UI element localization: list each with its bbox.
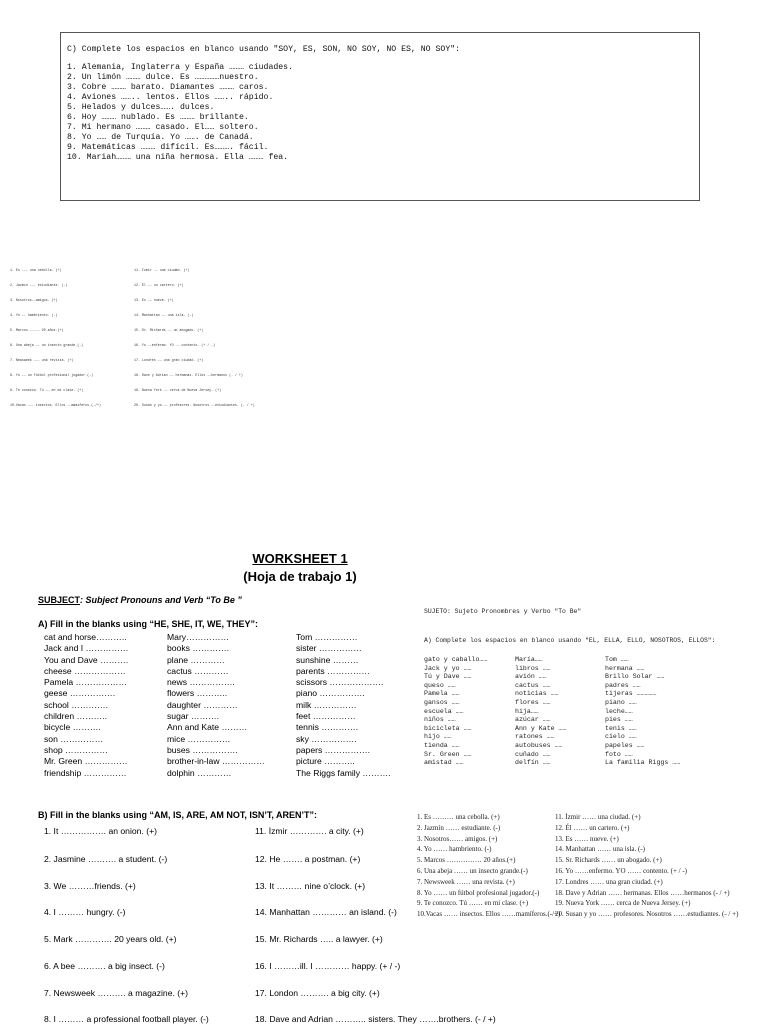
spanish-item: cuñado …… <box>515 750 551 758</box>
section-a-heading: A) Fill in the blanks using “HE, SHE, IT, WE, THEY”: <box>38 619 259 629</box>
exercise-item: papers ……………. <box>296 744 371 755</box>
spanish-item: María…… <box>515 656 543 663</box>
subject-label: SUBJECT <box>38 595 81 605</box>
exercise-item: flowers ……….. <box>167 688 228 699</box>
section-b-heading: B) Fill in the blanks using “AM, IS, ARE, AM NOT, ISN’T, AREN’T”: <box>38 810 318 820</box>
exercise-b-item: 17. London ………. a big city. (+) <box>255 988 380 998</box>
subject-text: : Subject Pronouns and Verb “To Be ” <box>80 595 242 605</box>
spanish-b-item: 14. Manhattan …… una isla. (-) <box>555 845 646 854</box>
thumbnail-line: 12. Él …… un cartero. (+) <box>134 283 184 287</box>
thumbnail-line: 16. Yo ……enfermo. YO …… contento. (+ / -) <box>134 343 216 347</box>
exercise-item: Mr. Green …………… <box>44 756 128 767</box>
exercise-item: scissors ………………. <box>296 677 384 688</box>
exercise-b-item: 5. Mark …………. 20 years old. (+) <box>44 934 177 944</box>
spanish-item: queso …… <box>424 681 456 689</box>
spanish-item: leche…… <box>605 707 633 715</box>
spanish-b-item: 6. Una abeja …… un insecto grande.(-) <box>417 866 528 875</box>
exercise-b-item: 6. A bee ………. a big insect. (-) <box>44 961 165 971</box>
exercise-item: tennis …………. <box>296 722 359 733</box>
exercise-b-item: 2. Jasmine ………. a student. (-) <box>44 854 168 864</box>
spanish-item: Brillo Solar …… <box>605 673 665 681</box>
exercise-item: piano ……………. <box>296 688 365 699</box>
spanish-item: libros …… <box>515 664 551 672</box>
exercise-c-line: 3. Cobre ……… barato. Diamantes ……… caros. <box>67 83 269 92</box>
exercise-c-heading: C) Complete los espacios en blanco usando "SOY, ES, SON, NO SOY, NO ES, NO SOY": <box>67 45 461 54</box>
spanish-b-item: 17. Londres …… una gran ciudad. (+) <box>555 877 663 886</box>
exercise-item: Mary…………… <box>167 632 230 642</box>
exercise-item: plane ………… <box>167 654 225 665</box>
thumbnail-left-column <box>10 258 101 418</box>
exercise-item: cat and horse……….. <box>44 632 127 642</box>
exercise-b-item: 14. Manhattan ………… an island. (-) <box>255 907 397 917</box>
spanish-item: hijo …… <box>424 733 452 741</box>
thumbnail-line: 2. Jazmín ……… estudiante. (-) <box>10 283 68 287</box>
exercise-b-item: 16. I ………ill. I ………… happy. (+ / -) <box>255 961 401 971</box>
exercise-c-box <box>60 32 700 201</box>
thumbnail-line: 7. Newsweek ……… una revista. (+) <box>10 358 74 362</box>
spanish-item: noticias …… <box>515 690 559 698</box>
spanish-b-item: 20. Susan y yo …… profesores. Nosotros ……estudiantes. (- / +) <box>555 910 739 919</box>
spanish-item: foto …… <box>605 750 633 758</box>
exercise-item: dolphin ………… <box>167 767 232 778</box>
exercise-c-line: 7. Mi hermano ……… casado. El…… soltero. <box>67 123 259 132</box>
exercise-b-item: 12. He ……. a postman. (+) <box>255 854 361 864</box>
spanish-item: tienda …… <box>424 741 460 749</box>
spanish-b-item: 3. Nosotros…… amigos. (+) <box>417 834 498 843</box>
spanish-b-right-column <box>555 812 738 920</box>
spanish-b-item: 18. Dave y Adrian …… hermanas. Ellos ……hermanos (- / +) <box>555 888 730 897</box>
subject-line <box>38 595 242 605</box>
spanish-b-item: 9. Te conozco. Tú …… en mi clase. (+) <box>417 899 529 908</box>
spanish-item: cactus …… <box>515 681 551 689</box>
exercise-b-item: 18. Dave and Adrian ……….. sisters. They …….brothers. (- / +) <box>255 1014 496 1024</box>
spanish-item: niños …… <box>424 716 456 724</box>
exercise-c-line: 9. Matemáticas ……… difícil. Es………. fácil. <box>67 143 269 152</box>
spanish-b-left-column <box>417 812 560 920</box>
worksheet-subtitle: (Hoja de trabajo 1) <box>243 569 357 584</box>
spanish-b-item: 19. Nueva York …… cerca de Nueva Jersey. (+) <box>555 899 691 908</box>
spanish-item: autobuses …… <box>515 741 563 749</box>
spanish-b-item: 15. Sr. Richards …… un abogado. (+) <box>555 856 662 865</box>
thumbnail-line: 13. Es …… nueve. (+) <box>134 298 174 302</box>
spanish-item: flores …… <box>515 698 551 706</box>
spanish-item: Sr. Green …… <box>424 750 472 758</box>
exercise-c-line: 8. Yo …… de Turquía. Yo ……. de Canadá. <box>67 133 254 142</box>
thumbnail-line: 8. Yo …… un fútbol profesional jugador.(-) <box>10 373 94 377</box>
spanish-item: amistad …… <box>424 759 464 767</box>
thumbnail-line: 4. Yo …… hambriento. (-) <box>10 313 58 317</box>
spanish-a-column-2 <box>515 656 566 768</box>
spanish-b-item: 4. Yo …… hambriento. (-) <box>417 845 492 854</box>
exercise-item: Pamela ……………… <box>44 677 128 688</box>
exercise-item: news ……………. <box>167 677 235 688</box>
exercise-item: cactus ………… <box>167 665 229 676</box>
spanish-item: delfín …… <box>515 759 551 767</box>
exercise-c-line: 2. Un limón ……… dulce. Es ……………nuestro. <box>67 73 259 82</box>
exercise-item: son …………… <box>44 733 104 744</box>
section-a-column-2 <box>167 632 265 779</box>
exercise-b-item: 8. I ……… a professional football player. (-) <box>44 1014 209 1024</box>
exercise-item: geese ……………. <box>44 688 116 699</box>
spanish-item: tijeras …………… <box>605 690 657 698</box>
thumbnail-line: 9. Te conozco. Tú …… en mi clase. (+) <box>10 388 84 392</box>
exercise-item: friendship …………… <box>44 767 127 778</box>
thumbnail-line: 15. Sr. Richards …… un abogado. (+) <box>134 328 204 332</box>
thumbnail-line: 10.Vacas ……… insectos. Ellos ……mamíferos.(-/+) <box>10 403 102 407</box>
exercise-item: school …………. <box>44 699 108 710</box>
exercise-item: sister …………… <box>296 643 362 654</box>
thumbnail-line: 20. Susan y yo …… profesores. Nosotros ……estudiantes. (- / +) <box>134 403 255 407</box>
spanish-a-column-3 <box>605 656 680 768</box>
thumbnail-line: 6. Una abeja …… un insecto grande.(-) <box>10 343 84 347</box>
thumbnail-line: 1. Es ……… una cebolla. (+) <box>10 268 62 272</box>
spanish-item: La familia Riggs …… <box>605 759 681 767</box>
spanish-item: Ann y Kate …… <box>515 724 567 732</box>
exercise-item: parents …………… <box>296 665 371 676</box>
section-a-column-3 <box>296 632 391 779</box>
spanish-item: piano …… <box>605 698 637 706</box>
spanish-b-item: 7. Newsweek …… una revista. (+) <box>417 877 515 886</box>
spanish-item: Tom …… <box>605 656 629 663</box>
exercise-item: cheese ……………… <box>44 665 126 676</box>
spanish-item: papeles …… <box>605 741 645 749</box>
exercise-item: sugar ………. <box>167 711 220 722</box>
thumbnail-preview <box>10 258 310 407</box>
exercise-item: mice …………… <box>167 733 231 744</box>
exercise-item: buses ……………. <box>167 744 238 755</box>
section-a-column-1 <box>44 632 129 779</box>
spanish-item: hija…… <box>515 707 539 715</box>
exercise-b-item: 13. It ……… nine o’clock. (+) <box>255 881 366 891</box>
thumbnail-line: 11. İzmir …… una ciudad. (+) <box>134 268 190 272</box>
thumbnail-line: 17. Londres …… una gran ciudad. (+) <box>134 358 204 362</box>
exercise-c-line: 10. Mariah……… una niña hermosa. Ella ……… fea. <box>67 153 289 162</box>
exercise-item: The Riggs family ………. <box>296 767 391 778</box>
spanish-item: ratones …… <box>515 733 555 741</box>
spanish-section-a-heading: A) Complete los espacios en blanco usando "EL, ELLA, ELLO, NOSOTROS, ELLOS": <box>424 637 716 644</box>
exercise-item: daughter ………… <box>167 699 238 710</box>
exercise-b-item: 4. I ……… hungry. (-) <box>44 907 126 917</box>
spanish-b-item: 8. Yo …… un fútbol profesional jugador.(-) <box>417 888 540 897</box>
exercise-item: sky ……………. <box>296 733 357 744</box>
exercise-b-item: 15. Mr. Richards ….. a lawyer. (+) <box>255 934 383 944</box>
exercise-item: Jack and I …………… <box>44 643 129 654</box>
exercise-b-item: 11. İzmir …………. a city. (+) <box>255 826 364 836</box>
spanish-item: pies …… <box>605 716 633 724</box>
spanish-a-column-1 <box>424 656 487 768</box>
spanish-b-item: 11. İzmir …… una ciudad. (+) <box>555 813 641 821</box>
thumbnail-line: 3. Nosotros……amigos. (+) <box>10 298 58 302</box>
thumbnail-line: 5. Marcos …………… 20 años.(+) <box>10 328 64 332</box>
spanish-item: Pamela …… <box>424 690 460 698</box>
spanish-b-item: 1. Es ……… una cebolla. (+) <box>417 813 500 821</box>
exercise-item: milk …………… <box>296 699 357 710</box>
exercise-b-item: 7. Newsweek ………. a magazine. (+) <box>44 988 188 998</box>
exercise-item: shop …………… <box>44 744 108 755</box>
spanish-item: hermana …… <box>605 664 645 672</box>
spanish-b-item: 2. Jazmín …… estudiante. (-) <box>417 823 501 832</box>
spanish-item: escuela …… <box>424 707 464 715</box>
exercise-c-line: 5. Helados y dulces……. dulces. <box>67 103 215 112</box>
spanish-item: avión …… <box>515 673 547 681</box>
spanish-item: Jack y yo …… <box>424 664 472 672</box>
spanish-b-item: 10.Vacas …… insectos. Ellos ……mamíferos.(-/+) <box>417 910 561 919</box>
spanish-b-item: 12. Él …… un cartero. (+) <box>555 823 630 832</box>
spanish-item: bicicleta …… <box>424 724 472 732</box>
exercise-c-line: 6. Hoy ……… nublado. Es ……… brillante. <box>67 113 249 122</box>
exercise-item: Tom …………… <box>296 632 358 642</box>
spanish-item: Tú y Dave …… <box>424 673 472 681</box>
exercise-c-line: 1. Alemania, Inglaterra y España ……… ciudades. <box>67 63 294 72</box>
spanish-subject-line: SUJETO: Sujeto Pronombres y Verbo "To Be" <box>424 608 582 615</box>
spanish-item: azúcar …… <box>515 716 551 724</box>
thumbnail-line: 18. Dave y Adrian …… hermanas. Ellos ……hermanos (- / +) <box>134 373 243 377</box>
exercise-c-line: 4. Aviones …….. lentos. Ellos …….. rápido. <box>67 93 274 102</box>
exercise-item: feet …………… <box>296 711 356 722</box>
exercise-item: You and Dave ………. <box>44 654 129 665</box>
exercise-item: brother-in-law …………… <box>167 756 265 767</box>
spanish-item: gansos …… <box>424 698 460 706</box>
exercise-b-item: 3. We ………friends. (+) <box>44 881 136 891</box>
spanish-item: padres …… <box>605 681 641 689</box>
thumbnail-right-column <box>134 258 255 418</box>
exercise-item: Ann and Kate ……… <box>167 722 248 733</box>
exercise-item: children ……….. <box>44 711 108 722</box>
exercise-item: picture ……….. <box>296 756 355 767</box>
thumbnail-line: 14. Manhattan …… una isla. (-) <box>134 313 194 317</box>
exercise-item: sunshine ……… <box>296 654 359 665</box>
exercise-item: bicycle ………. <box>44 722 101 733</box>
spanish-b-item: 13. Es …… nueve. (+) <box>555 834 619 843</box>
spanish-b-item: 5. Marcos …………… 20 años.(+) <box>417 856 516 865</box>
thumbnail-line: 19. Nueva York …… cerca de Nueva Jersey. (+) <box>134 388 222 392</box>
spanish-item: tenis …… <box>605 724 637 732</box>
exercise-item: books …………. <box>167 643 230 654</box>
worksheet-title: WORKSHEET 1 <box>252 551 348 566</box>
spanish-item: cielo …… <box>605 733 637 741</box>
spanish-b-item: 16. Yo ……enfermo. YO …… contento. (+ / -) <box>555 866 688 875</box>
spanish-item: gato y caballo…… <box>424 656 488 663</box>
exercise-b-item: 1. It ……………. an onion. (+) <box>44 826 157 836</box>
